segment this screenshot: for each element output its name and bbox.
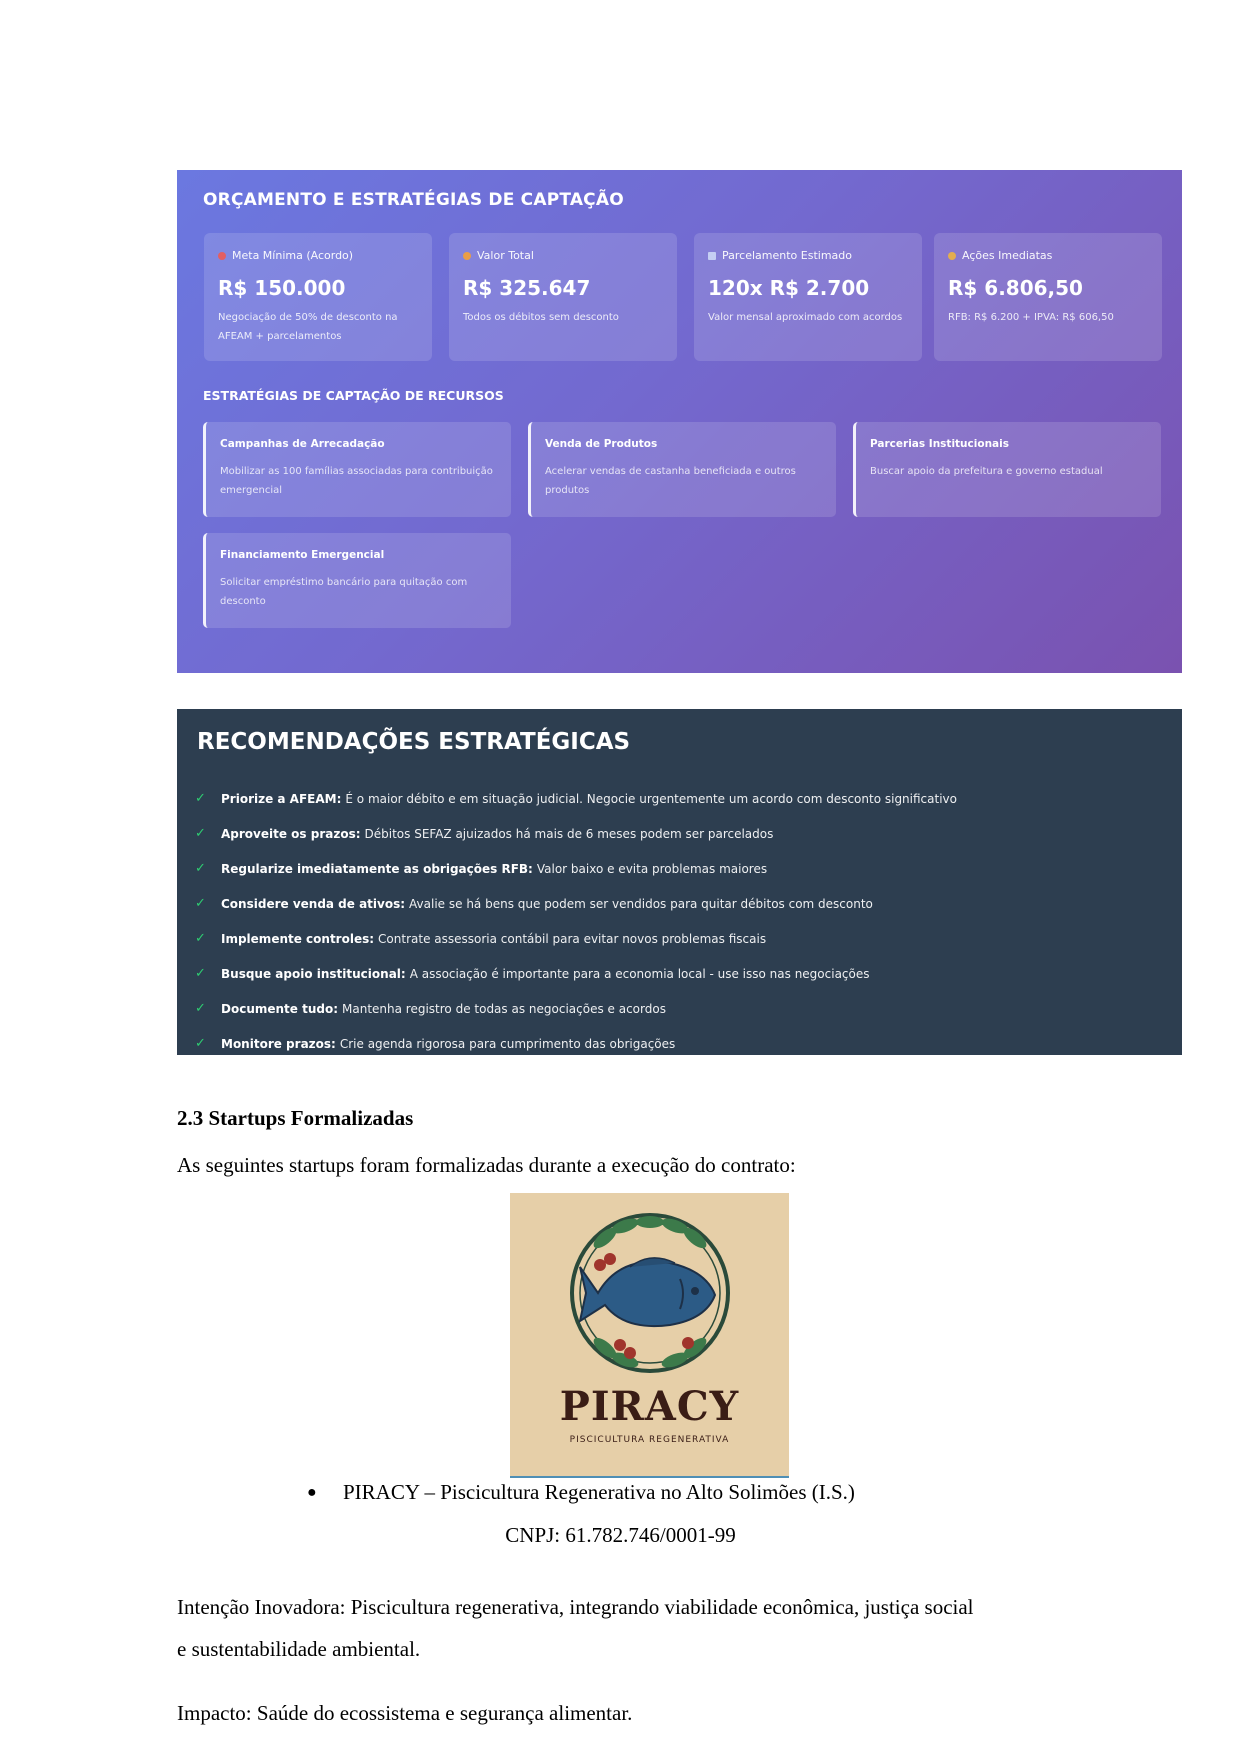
stat-note: Valor mensal aproximado com acordos [708, 312, 903, 323]
money-bag-icon [463, 252, 471, 260]
logo-subtitle: PISCICULTURA REGENERATIVA [569, 1435, 730, 1445]
check-icon: ✓ [195, 966, 206, 981]
innovation-line-2: e sustentabilidade ambiental. [177, 1637, 421, 1661]
check-icon: ✓ [195, 1036, 206, 1051]
check-icon: ✓ [195, 896, 206, 911]
strategy-title: Financiamento Emergencial [220, 549, 385, 561]
stat-card-immediate-actions [934, 233, 1162, 361]
calendar-icon [708, 252, 716, 260]
strategy-desc: Solicitar empréstimo bancário para quitação com desconto [220, 577, 468, 607]
logo-wordmark: PIRACY [559, 1383, 740, 1430]
list-item: ✓ Implemente controles: Contrate assessoria contábil para evitar novos problemas fiscais [195, 931, 767, 946]
stat-value: R$ 6.806,50 [948, 276, 1083, 300]
strategy-card [203, 422, 511, 517]
stat-card-minimum-goal [204, 233, 432, 361]
stat-card-total-value [449, 233, 677, 361]
startup-name: PIRACY – Piscicultura Regenerativa no Alto Solimões (I.S.) [343, 1480, 855, 1504]
stat-value: 120x R$ 2.700 [708, 276, 870, 300]
stat-note: RFB: R$ 6.200 + IPVA: R$ 606,50 [948, 312, 1114, 323]
impact-line: Impacto: Saúde do ecossistema e segurança alimentar. [177, 1701, 633, 1725]
strategy-desc: Buscar apoio da prefeitura e governo estadual [870, 466, 1103, 477]
stat-value: R$ 150.000 [218, 276, 346, 300]
startup-cnpj: CNPJ: 61.782.746/0001-99 [505, 1523, 736, 1547]
section-heading: 2.3 Startups Formalizadas [177, 1106, 414, 1130]
check-icon: ✓ [195, 826, 206, 841]
list-item: ✓ Priorize a AFEAM: É o maior débito e em situação judicial. Negocie urgentemente um acordo com desconto significativo [195, 791, 957, 806]
list-item: ✓ Documente tudo: Mantenha registro de todas as negociações e acordos [195, 1001, 666, 1016]
strategy-card [203, 533, 511, 628]
check-icon: ✓ [195, 931, 206, 946]
bullet-icon: ● [307, 1483, 317, 1501]
strategy-desc: Acelerar vendas de castanha beneficiada e outros produtos [545, 466, 796, 496]
list-item: ✓ Regularize imediatamente as obrigações RFB: Valor baixo e evita problemas maiores [195, 861, 768, 876]
list-item: ✓ Considere venda de ativos: Avalie se há bens que podem ser vendidos para quitar débitos com desconto [195, 896, 873, 911]
stat-label: Ações Imediatas [962, 249, 1053, 262]
recommendations-title: RECOMENDAÇÕES ESTRATÉGICAS [197, 729, 631, 755]
stat-label: Parcelamento Estimado [722, 249, 852, 262]
stat-label: Meta Mínima (Acordo) [232, 249, 354, 262]
recommendations-panel [177, 709, 1182, 1055]
check-icon: ✓ [195, 861, 206, 876]
strategy-title: Venda de Produtos [545, 438, 658, 450]
strategies-title: ESTRATÉGIAS DE CAPTAÇÃO DE RECURSOS [203, 388, 504, 403]
budget-panel [177, 170, 1182, 673]
strategy-title: Parcerias Institucionais [870, 438, 1009, 450]
list-item: ✓ Busque apoio institucional: A associação é importante para a economia local - use isso nas negociações [195, 966, 870, 981]
strategy-card [528, 422, 836, 517]
stat-note: Negociação de 50% de desconto na AFEAM + parcelamentos [218, 312, 398, 342]
stat-value: R$ 325.647 [463, 276, 591, 300]
stat-card-installments [694, 233, 922, 361]
alert-icon [948, 252, 956, 260]
budget-panel-title: ORÇAMENTO E ESTRATÉGIAS DE CAPTAÇÃO [203, 190, 624, 210]
piracy-logo [510, 1193, 789, 1478]
strategy-title: Campanhas de Arrecadação [220, 438, 385, 450]
stat-note: Todos os débitos sem desconto [463, 312, 619, 323]
innovation-line-1: Intenção Inovadora: Piscicultura regenerativa, integrando viabilidade econômica, justiça social [177, 1595, 974, 1619]
section-intro: As seguintes startups foram formalizadas durante a execução do contrato: [177, 1153, 796, 1177]
list-item: ✓ Monitore prazos: Crie agenda rigorosa para cumprimento das obrigações [195, 1036, 676, 1051]
strategy-desc: Mobilizar as 100 famílias associadas para contribuição emergencial [220, 466, 493, 496]
strategy-card [853, 422, 1161, 517]
list-item: ✓ Aproveite os prazos: Débitos SEFAZ ajuizados há mais de 6 meses podem ser parcelados [195, 826, 774, 841]
startup-list-item [307, 1480, 855, 1505]
recommendations-list [195, 781, 957, 1061]
target-icon [218, 252, 226, 260]
check-icon: ✓ [195, 791, 206, 806]
fish-emblem-icon [510, 1193, 789, 1393]
stat-label: Valor Total [477, 249, 534, 262]
check-icon: ✓ [195, 1001, 206, 1016]
